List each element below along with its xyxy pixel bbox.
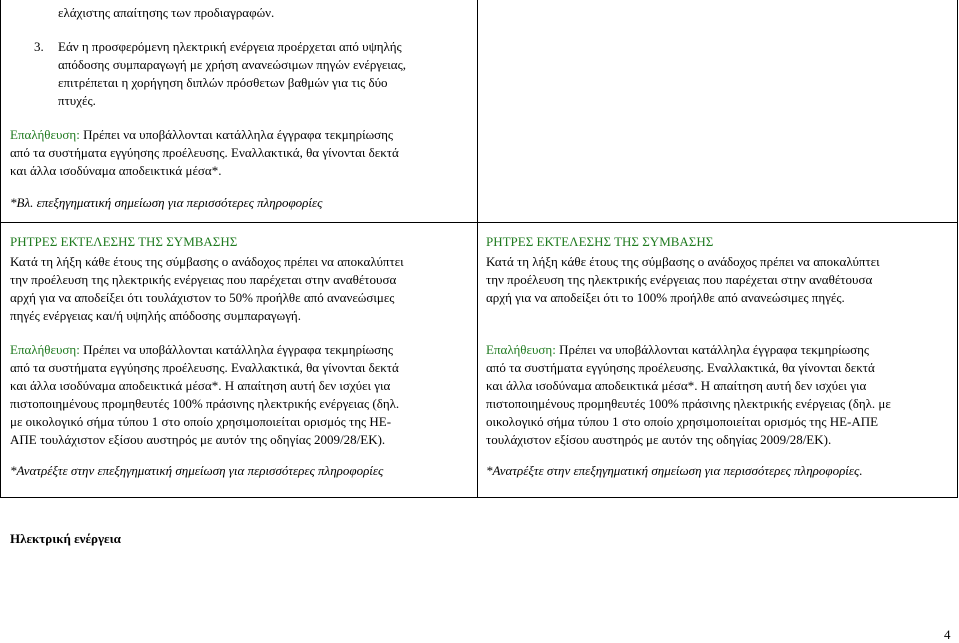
item3-line-3: επιτρέπεται η χορήγηση διπλών πρόσθετων βαθμών για τις δύο — [58, 75, 388, 90]
verification-label-right: Επαλήθευση: — [486, 342, 556, 357]
note-right: *Ανατρέξτε στην επεξηγηματική σημείωση για περισσότερες πληροφορίες. — [486, 463, 863, 478]
verification2-left-line-5: με οικολογικό σήμα τύπου 1 στο οποίο χρησιμοποιείται ορισμός της ΗΕ- — [10, 414, 392, 429]
clause-heading-right: ΡΗΤΡΕΣ ΕΚΤΕΛΕΣΗΣ ΤΗΣ ΣΥΜΒΑΣΗΣ — [486, 234, 714, 249]
clause-left-line-2: την προέλευση της ηλεκτρικής ενέργειας που παρέχεται στην αναθέτουσα — [10, 272, 397, 287]
verification2-left-line-6: ΑΠΕ τουλάχιστον εξίσου αυστηρός με αυτόν της οδηγίας 2009/28/ΕΚ). — [10, 432, 386, 447]
verification2-label-left: Επαλήθευση: — [10, 342, 80, 357]
page-number: 4 — [944, 627, 951, 642]
clause-heading-left: ΡΗΤΡΕΣ ΕΚΤΕΛΕΣΗΣ ΤΗΣ ΣΥΜΒΑΣΗΣ — [10, 234, 238, 249]
item3-line-1: Εάν η προσφερόμενη ηλεκτρική ενέργεια προέρχεται από υψηλής — [58, 39, 402, 54]
verification2-left-line-1 — [10, 341, 393, 358]
note-text: *Βλ. επεξηγηματική σημείωση για περισσότερες πληροφορίες — [10, 195, 323, 210]
verification2-left-text-1: Πρέπει να υποβάλλονται κατάλληλα έγγραφα τεκμηρίωσης — [83, 342, 394, 357]
table-bottom-border — [0, 497, 958, 498]
verification-line-3: και άλλα ισοδύναμα αποδεικτικά μέσα*. — [10, 163, 222, 178]
verification-label: Επαλήθευση: — [10, 127, 80, 142]
item3-line-4: πτυχές. — [58, 93, 96, 108]
verification-right-line-1 — [486, 341, 869, 358]
top-line-text: ελάχιστης απαίτησης των προδιαγραφών. — [58, 5, 275, 20]
clause-left-line-4: πηγές ενέργειας και/ή υψηλής απόδοσης συμπαραγωγή. — [10, 308, 301, 323]
table-left-border — [0, 0, 1, 498]
verification-right-line-3: και άλλα ισοδύναμα αποδεικτικά μέσα*. Η απαίτηση αυτή δεν ισχύει για — [486, 378, 867, 393]
clause-right-line-3: αρχή για να αποδείξει ότι το 100% προήλθε από ανανεώσιμες πηγές. — [486, 290, 845, 305]
verification2-left-line-4: πιστοποιημένους προμηθευτές 100% πράσινης ηλεκτρικής ενέργειας (δηλ. — [10, 396, 400, 411]
verification-right-line-6: τουλάχιστον εξίσου αυστηρός με αυτόν της οδηγίας 2009/28/ΕΚ). — [486, 432, 832, 447]
table-divider-row — [0, 222, 958, 223]
verification-right-line-4: πιστοποιημένους προμηθευτές 100% πράσινης ηλεκτρικής ενέργειας (δηλ. με — [486, 396, 891, 411]
verification-right-line-5: οικολογικό σήμα τύπου 1 στο οποίο χρησιμοποιείται ορισμός της ΗΕ-ΑΠΕ — [486, 414, 879, 429]
clause-left-line-3: αρχή για να αποδείξει ότι τουλάχιστον το 50% προήλθε από ανανεώσιμες — [10, 290, 395, 305]
verification2-left-line-3: και άλλα ισοδύναμα αποδεικτικά μέσα*. Η απαίτηση αυτή δεν ισχύει για — [10, 378, 391, 393]
verification-right-text-1: Πρέπει να υποβάλλονται κατάλληλα έγγραφα τεκμηρίωσης — [559, 342, 870, 357]
item3-number: 3. — [34, 39, 44, 54]
table-right-border — [957, 0, 958, 498]
table-column-divider — [477, 0, 478, 498]
section-title: Ηλεκτρική ενέργεια — [10, 531, 121, 546]
clause-right-line-2: την προέλευση της ηλεκτρικής ενέργειας που παρέχεται στην αναθέτουσα — [486, 272, 873, 287]
verification-line-2: από τα συστήματα εγγύησης προέλευσης. Εναλλακτικά, θα γίνονται δεκτά — [10, 145, 399, 160]
item3-line-2: απόδοσης συμπαραγωγή με χρήση ανανεώσιμων πηγών ενέργειας, — [58, 57, 406, 72]
note2-left: *Ανατρέξτε στην επεξηγηματική σημείωση για περισσότερες πληροφορίες — [10, 463, 384, 478]
clause-right-line-1: Κατά τη λήξη κάθε έτους της σύμβασης ο ανάδοχος πρέπει να αποκαλύπτει — [486, 254, 880, 269]
verification-line-1: Πρέπει να υποβάλλονται κατάλληλα έγγραφα τεκμηρίωσης — [83, 127, 394, 142]
clause-left-line-1: Κατά τη λήξη κάθε έτους της σύμβασης ο ανάδοχος πρέπει να αποκαλύπτει — [10, 254, 404, 269]
verification2-left-line-2: από τα συστήματα εγγύησης προέλευσης. Εναλλακτικά, θα γίνονται δεκτά — [10, 360, 399, 375]
verification-paragraph-1 — [10, 126, 470, 143]
verification-right-line-2: από τα συστήματα εγγύησης προέλευσης. Εναλλακτικά, θα γίνονται δεκτά — [486, 360, 875, 375]
